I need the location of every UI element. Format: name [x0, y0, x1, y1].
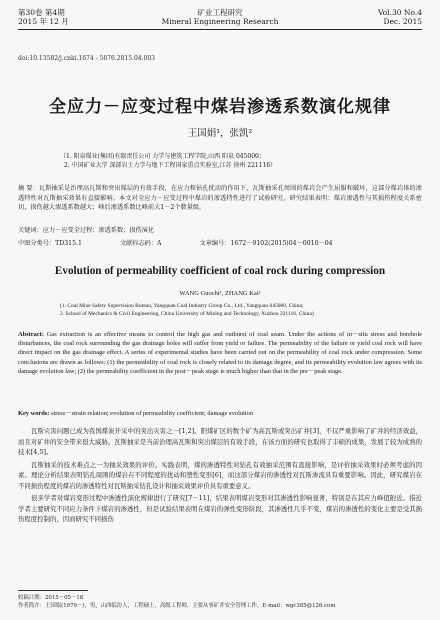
- keywords-en-label: Key words:: [18, 410, 50, 417]
- journal-name: [0, 8, 440, 26]
- volume-issue-cn: 第30卷 第4期: [18, 8, 65, 17]
- journal-name-en: Mineral Engineering Research: [161, 17, 279, 26]
- abstract-en: [18, 330, 422, 376]
- keywords-cn: 关键词：应力－应变全过程；渗透系数；损伤演化: [18, 227, 155, 234]
- keywords-en: [18, 408, 422, 417]
- affiliation-cn-2: 2. 中国矿业大学 深部岩土力学与地下工程国家重点实验室,江苏 徐州 221116）: [64, 162, 277, 169]
- author-bio: 作者简介：王国娟(1979－)，男，山西临汾人，工程硕士，高级工程师，主要从事矿井安全管理工作。E-mail：wgc305@126.com: [18, 603, 336, 609]
- authors-cn: 王国娟¹，张凯²: [187, 128, 253, 139]
- affiliation-en-2: 2. School of Mechanics & Civil Engineering, China University of Mining and Technology, Xuzhou 221116, China): [60, 311, 314, 317]
- article-title-cn: 全应力－应变过程中煤岩渗透系数演化规律: [49, 97, 391, 117]
- body-text: [18, 426, 422, 527]
- header-volume-en: [378, 8, 422, 26]
- article-number: 文章编号：1672－9102(2015)04－0010－04: [199, 240, 333, 247]
- date-en: Dec. 2015: [383, 17, 422, 26]
- article-title-en: Evolution of permeability coefficient of coal rock during compression: [54, 265, 386, 277]
- classification-row: [18, 238, 422, 247]
- header-rule: [18, 29, 422, 30]
- received-date: 收稿日期：2015－05－18: [18, 595, 84, 601]
- date-cn: 2015 年 12 月: [18, 17, 69, 26]
- journal-name-cn: 矿业工程研究: [197, 8, 243, 17]
- document-code: 文献标志码：A: [119, 240, 162, 247]
- body-paragraph-1: 瓦斯灾害问题已成为我国煤炭开采中的突出灾害之一[1,2]。阳煤矿区的数个矿为高瓦斯或突出矿井[3]，不仅严重影响了矿井的经济效益，而且对矿井的安全带来很大威胁。瓦斯抽采是当前治理高瓦斯和突出煤层的有效手段，在该方面的研究也取得了丰硕的成果，发展了较为成熟的技术[4,5]。: [18, 427, 422, 456]
- affiliation-en-1: (1. Coal Mine Safety Supervision Bureau, Yangquan Coal Industry Group Co., Ltd., Yangquan 045000, China;: [60, 303, 304, 309]
- volume-issue-en: Vol.30 No.4: [377, 8, 422, 17]
- keywords-en-text: stress－strain relation; evolution of permeability coefficient; damage evolution: [49, 410, 254, 417]
- doi-text: doi:10.13582/j.cnki.1674 - 5876.2015.04.003: [18, 55, 155, 62]
- abstract-cn: 摘 要：瓦斯抽采是治理高瓦斯和突出煤层的有效手段，在应力和钻孔扰动的作用下，瓦斯抽采孔周围的煤岩会产生屈服和破坏，这部分煤岩体的渗透特性对瓦斯抽采效果有直接影响。本文对全应力－应变过程中煤岩的渗透特性进行了试验研究，研究结果表明：煤岩渗透性与其损伤程度关系密切，损伤越大渗透系数越大；峰后渗透系数比峰前大1－2个数量级。: [18, 185, 422, 212]
- affiliations-en: [60, 302, 380, 318]
- clc-number: 中图分类号：TD315.1: [18, 240, 82, 247]
- authors-en: WANG Guochi¹, ZHANG Kai²: [179, 290, 261, 297]
- footnote-rule: [18, 590, 88, 591]
- body-paragraph-3: 很多学者对煤岩变形过程中渗透性演化规律进行了研究[7－11]，结果表明煤岩变形对其渗透性影响显著，特别是在其应力峰值附近。指近学者主要研究不同应力条件下煤岩的渗透性，但是试验结果表明在煤岩的弹性变形阶段，其渗透性几乎不变，煤岩的渗透性的变化主要是受其损伤程度控制的，因而研究不同损伤: [18, 494, 422, 523]
- footnote: [18, 594, 422, 610]
- affiliations-cn: [60, 152, 380, 170]
- affiliation-cn-1: （1. 阳泉煤业(集团)有限责任公司 力学与建筑工程学院,山西 阳泉 045000；: [60, 153, 265, 160]
- abstract-en-label: Abstract:: [18, 331, 44, 338]
- abstract-en-text: Gas extraction is an effective means to control the high gas and outburst of coal seam. Under the actions of in－situ stress and borehole disturbances, the coal rock surrounding the gas drainage holes will suffer from yield or failure. The permeability of the failure or yield coal rock will have direct impact on the gas drainage effect. A series of experimental studies have been carried out on the permeability of coal rock under compression. Some conclusions are drawn as follows: (1) the permeability of coal rock is closely related to its damage degree, and its permeability evolution law agrees with its damage evolution law; (2) the permeability coefficient in the post－peak stage is much higher than that in the pre－peak stage.: [18, 331, 422, 375]
- body-paragraph-2: 瓦斯抽采的技术难点之一为抽采效果的评价。实践表明，煤的渗透特性对钻孔有效抽采范围有直接影响，是评价抽采效果时必须考虑的因素。理论分析结果表明钻孔周围的煤岩在不同程度的扰动和塑性变形[6]，而这部分煤岩的渗透性对瓦斯渗流具有重要影响。因此，研究煤岩在不同损伤程度的煤岩的渗透特性对瓦斯抽采钻孔设计和抽采效果评价具有重要意义。: [18, 460, 422, 490]
